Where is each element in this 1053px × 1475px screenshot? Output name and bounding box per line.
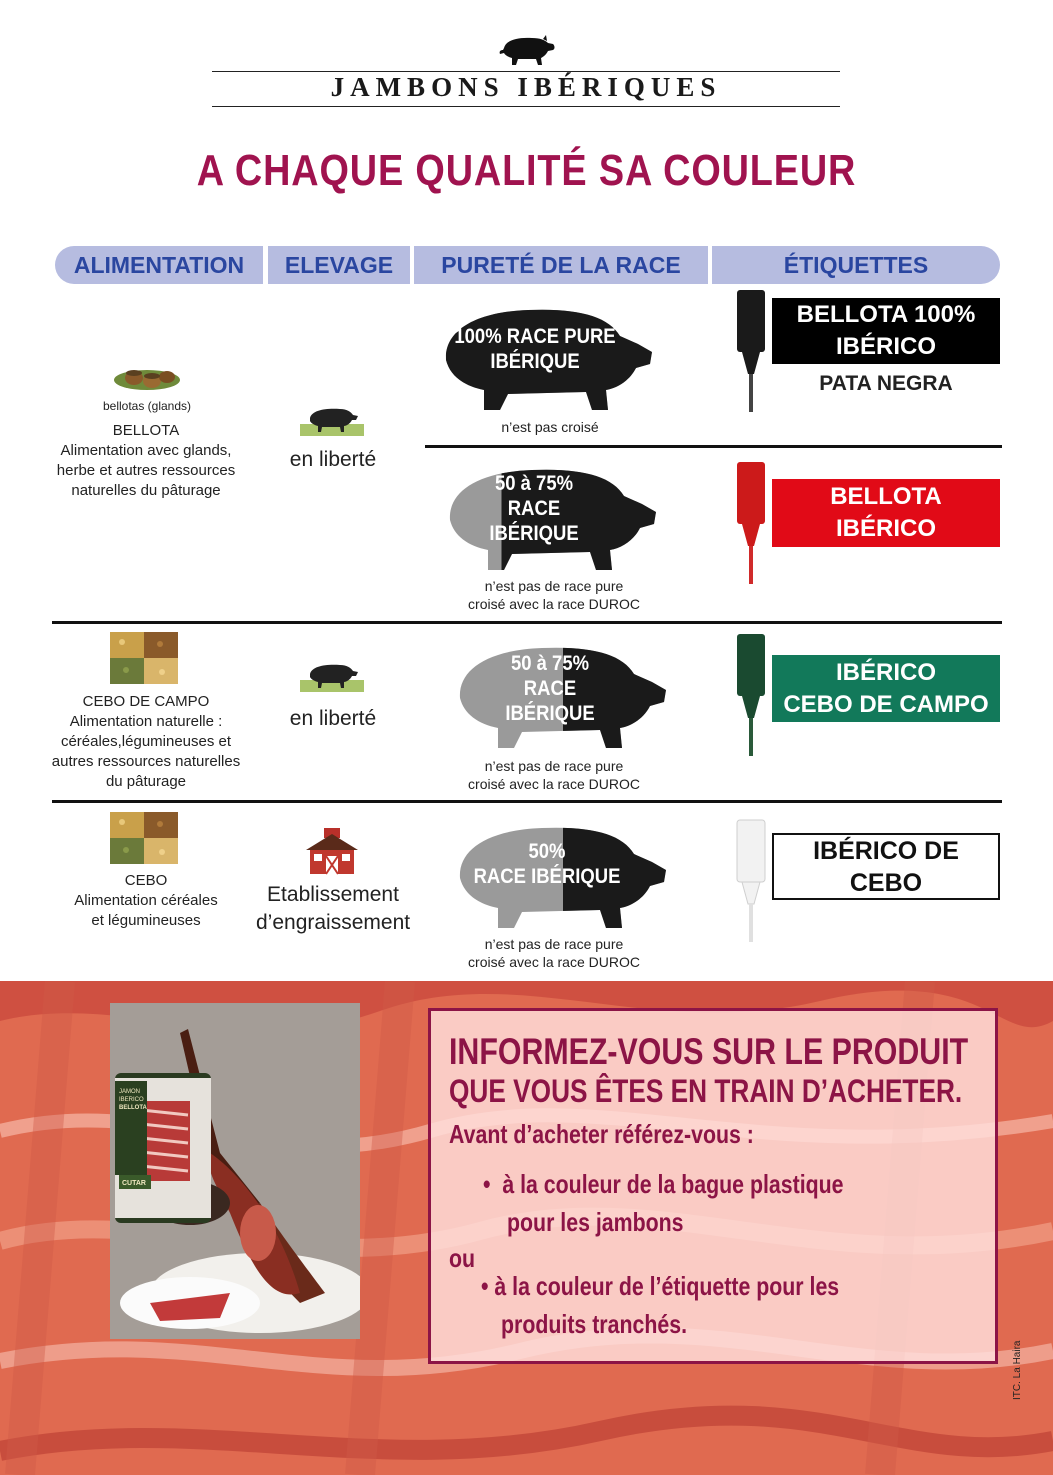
elevage-cebo (256, 881, 410, 937)
alimentation-desc-line: autres ressources naturelles (51, 753, 241, 770)
column-header-alimentation: ALIMENTATION (55, 246, 263, 284)
purity-label-line: IBÉRIQUE (490, 350, 580, 373)
purity-note-line: croisé avec la race DUROC (468, 776, 640, 792)
purity-label-line: IBÉRIQUE (505, 702, 595, 725)
purity-label-line: 100% RACE PURE (454, 325, 616, 348)
alimentation-desc-line: herbe et autres ressources (56, 462, 236, 479)
label-bellota-100 (772, 298, 1000, 364)
purity-label-line: 50 à 75% (510, 652, 590, 675)
row-divider (52, 800, 1002, 803)
pack-text: IBERICO (119, 1097, 144, 1103)
purity-note-line: n’est pas de race pure (484, 936, 624, 952)
alimentation-cebo (40, 871, 252, 931)
green-ring-tag-icon (730, 632, 774, 762)
acorns-caption: bellotas (glands) (102, 399, 192, 413)
alimentation-desc-line: Alimentation céréales (74, 892, 218, 909)
purity-label-line: 50 à 75% (494, 472, 574, 495)
alimentation-cebo-campo (40, 692, 252, 792)
label-line: IBÉRICO (835, 515, 936, 542)
alimentation-desc-line: naturelles du pâturage (71, 482, 221, 499)
label-bellota-iberico (772, 479, 1000, 547)
info-bullet-2 (481, 1271, 839, 1302)
alimentation-name: BELLOTA (112, 422, 180, 439)
info-bullet-1 (483, 1169, 844, 1200)
info-subheading: QUE VOUS ÊTES EN TRAIN D’ACHETER. (449, 1073, 963, 1109)
purity-label-4 (463, 839, 630, 889)
label-iberico-cebo-campo (772, 655, 1000, 722)
white-ring-tag-icon (730, 818, 774, 948)
purity-note-4 (442, 935, 666, 971)
cereals-image (110, 812, 178, 864)
alimentation-name: CEBO (124, 872, 168, 889)
label-line: IBÉRICO (835, 333, 936, 360)
purity-note-1: n’est pas croisé (501, 419, 599, 435)
alimentation-desc-line: Alimentation naturelle : (69, 713, 223, 730)
label-line: CEBO DE CAMPO (783, 690, 989, 718)
label-line: IBÉRICO DE CEBO (813, 836, 959, 897)
header-rule-bottom (212, 106, 840, 107)
cereals-image (110, 632, 178, 684)
bullet-icon: • (481, 1271, 489, 1301)
purity-label-2 (483, 471, 585, 546)
purity-note-3 (442, 757, 666, 793)
label-line: BELLOTA 100% (796, 301, 976, 328)
row-divider (425, 445, 1002, 448)
purity-label-line: RACE (523, 677, 577, 700)
elevage-cebo-campo: en liberté (289, 707, 377, 730)
pack-text: BELLOTA (119, 1105, 147, 1111)
elevage-line: d’engraissement (256, 911, 411, 934)
elevage-line: Etablissement (267, 883, 399, 906)
purity-label-line: RACE (507, 497, 561, 520)
ham-product-photo (110, 1003, 360, 1339)
bullet-icon: • (483, 1169, 491, 1199)
purity-note-2 (442, 577, 666, 613)
info-box (428, 1008, 998, 1364)
info-bullet-2-cont: produits tranchés. (501, 1309, 687, 1339)
info-ou: ou (449, 1243, 476, 1273)
purity-note-line: croisé avec la race DUROC (468, 954, 640, 970)
pack-brand: CUTAR (122, 1180, 146, 1187)
red-ring-tag-icon (730, 460, 774, 590)
alimentation-desc-line: du pâturage (105, 773, 187, 790)
purity-note-line: n’est pas de race pure (484, 578, 624, 594)
alimentation-bellota (40, 421, 252, 501)
purity-note-line: croisé avec la race DUROC (468, 596, 640, 612)
label-pata-negra: PATA NEGRA (819, 372, 953, 395)
alimentation-desc-line: Alimentation avec glands, (60, 442, 232, 459)
purity-label-3 (499, 651, 601, 726)
info-bullet-text: à la couleur de la bague plastique (502, 1169, 844, 1199)
info-bullet-text: à la couleur de l’étiquette pour les (494, 1271, 840, 1301)
purity-note-line: n’est pas de race pure (484, 758, 624, 774)
info-bullet-1-cont: pour les jambons (507, 1207, 684, 1237)
pig-logo-icon (498, 34, 556, 68)
label-line: IBÉRICO (835, 658, 936, 686)
info-heading: INFORMEZ-VOUS SUR LE PRODUIT (449, 1031, 969, 1072)
photo-credit: ITC. La Haira (1012, 1340, 1023, 1400)
pig-meadow-image (300, 402, 364, 436)
elevage-bellota: en liberté (289, 448, 377, 471)
column-header-etiquettes: ÉTIQUETTES (712, 246, 1000, 284)
pig-meadow-image (300, 658, 364, 692)
purity-label-1 (450, 324, 621, 374)
alimentation-desc-line: céréales,légumineuses et (60, 733, 232, 750)
black-ring-tag-icon (730, 288, 774, 418)
purity-label-line: IBÉRIQUE (489, 522, 579, 545)
alimentation-desc-line: et légumineuses (91, 912, 201, 929)
row-divider (52, 621, 1002, 624)
column-header-elevage: ELEVAGE (268, 246, 410, 284)
acorns-image (112, 364, 182, 394)
purity-label-line: 50% (528, 840, 566, 863)
brand-title: JAMBONS IBÉRIQUES (330, 72, 722, 102)
pack-text: JAMON (119, 1089, 140, 1095)
page-title: A CHAQUE QUALITÉ SA COULEUR (196, 146, 857, 195)
column-header-purete: PURETÉ DE LA RACE (414, 246, 708, 284)
info-intro: Avant d’acheter référez-vous : (449, 1119, 754, 1149)
label-iberico-de-cebo (772, 833, 1000, 900)
label-line: BELLOTA (830, 483, 942, 510)
farm-barn-icon (302, 826, 362, 876)
alimentation-name: CEBO DE CAMPO (82, 693, 210, 710)
purity-label-line: RACE IBÉRIQUE (473, 865, 621, 888)
